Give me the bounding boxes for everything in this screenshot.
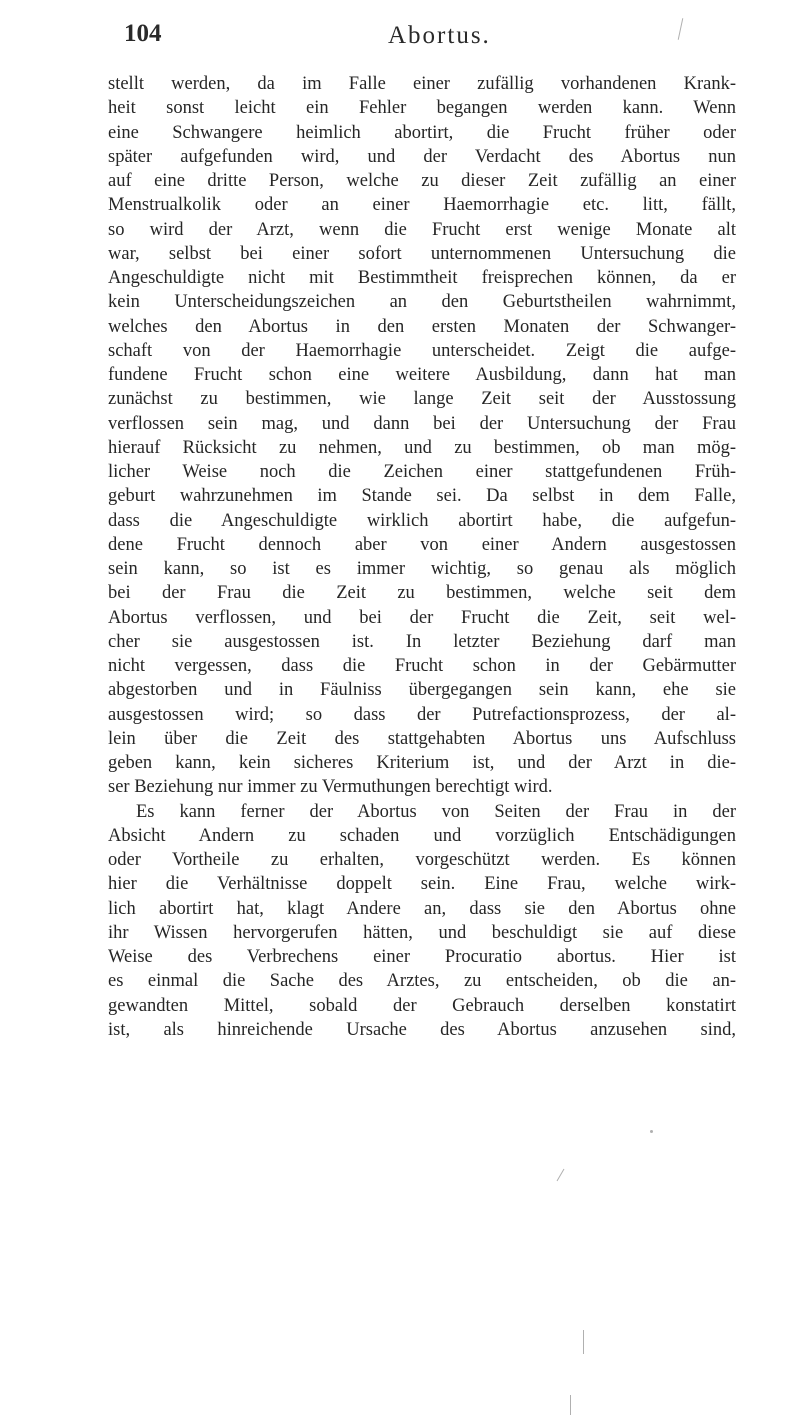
- text-line: licher Weise noch die Zeichen einer stattgefundenen Früh-: [108, 462, 736, 482]
- text-line: kein Unterscheidungszeichen an den Geburtstheilen wahrnimmt,: [108, 292, 736, 313]
- text-line: verflossen sein mag, und dann bei der Untersuchung der Frau: [108, 413, 736, 434]
- text-line: geben kann, kein sicheres Kriterium ist, und der Arzt in die-: [108, 753, 736, 773]
- text-line: oder Vortheile zu erhalten, vorgeschützt werden. Es können: [108, 850, 736, 870]
- text-line: nicht vergessen, dass die Frucht schon in der Gebärmutter: [108, 656, 736, 676]
- page-number: 104: [124, 20, 162, 47]
- text-line: auf eine dritte Person, welche zu dieser Zeit zufällig an einer: [108, 171, 736, 191]
- text-line: abgestorben und in Fäulniss übergegangen sein kann, ehe sie: [108, 680, 736, 701]
- text-line: Menstrualkolik oder an einer Haemorrhagie etc. litt, fällt,: [108, 195, 736, 216]
- text-line: fundene Frucht schon eine weitere Ausbildung, dann hat man: [108, 365, 736, 385]
- paper-mark: [570, 1395, 571, 1415]
- body-text: [108, 72, 736, 1042]
- text-line: zunächst zu bestimmen, wie lange Zeit seit der Ausstossung: [108, 389, 736, 410]
- text-line: stellt werden, da im Falle einer zufällig vorhandenen Krank-: [108, 74, 736, 94]
- text-line: Weise des Verbrechens einer Procuratio abortus. Hier ist: [108, 947, 736, 967]
- paper-mark: [557, 1169, 565, 1182]
- text-line: geburt wahrzunehmen im Stande sei. Da selbst in dem Falle,: [108, 486, 736, 507]
- text-line: gewandten Mittel, sobald der Gebrauch derselben konstatirt: [108, 995, 736, 1016]
- text-line: so wird der Arzt, wenn die Frucht erst wenige Monate alt: [108, 219, 736, 240]
- text-line: hierauf Rücksicht zu nehmen, und zu bestimmen, ob man mög-: [108, 437, 736, 458]
- text-line: Abortus verflossen, und bei der Frucht die Zeit, seit wel-: [108, 607, 736, 628]
- paper-mark: [678, 18, 684, 40]
- text-line: Es kann ferner der Abortus von Seiten der Frau in der: [136, 801, 736, 822]
- text-line: Absicht Andern zu schaden und vorzüglich Entschädigungen: [108, 825, 736, 846]
- text-line: ihr Wissen hervorgerufen hätten, und beschuldigt sie auf diese: [108, 922, 736, 943]
- text-line: sein kann, so ist es immer wichtig, so genau als möglich: [108, 559, 736, 579]
- text-line: Angeschuldigte nicht mit Bestimmtheit freisprechen können, da er: [108, 268, 736, 288]
- text-line: ausgestossen wird; so dass der Putrefactionsprozess, der al-: [108, 704, 736, 725]
- text-line: war, selbst bei einer sofort unternommenen Untersuchung die: [108, 243, 736, 264]
- text-line: eine Schwangere heimlich abortirt, die Frucht früher oder: [108, 122, 736, 143]
- text-line: heit sonst leicht ein Fehler begangen werden kann. Wenn: [108, 98, 736, 119]
- text-line: bei der Frau die Zeit zu bestimmen, welche seit dem: [108, 583, 736, 604]
- text-line: später aufgefunden wird, und der Verdacht des Abortus nun: [108, 146, 736, 167]
- text-line: lich abortirt hat, klagt Andere an, dass sie den Abortus ohne: [108, 898, 736, 919]
- text-line: cher sie ausgestossen ist. In letzter Beziehung darf man: [108, 631, 736, 652]
- text-line: welches den Abortus in den ersten Monaten der Schwanger-: [108, 316, 736, 337]
- text-line: hier die Verhältnisse doppelt sein. Eine Frau, welche wirk-: [108, 874, 736, 895]
- text-line: dene Frucht dennoch aber von einer Andern ausgestossen: [108, 534, 736, 555]
- paper-mark: [583, 1330, 584, 1354]
- text-line: ser Beziehung nur immer zu Vermuthungen berechtigt wird.: [108, 777, 553, 798]
- text-line: dass die Angeschuldigte wirklich abortirt habe, die aufgefun-: [108, 510, 736, 531]
- running-title: Abortus.: [388, 22, 491, 49]
- text-line: ist, als hinreichende Ursache des Abortus anzusehen sind,: [108, 1019, 736, 1040]
- text-line: es einmal die Sache des Arztes, zu entscheiden, ob die an-: [108, 971, 736, 992]
- paper-mark: [650, 1130, 653, 1133]
- text-line: schaft von der Haemorrhagie unterscheidet. Zeigt die aufge-: [108, 340, 736, 361]
- text-line: lein über die Zeit des stattgehabten Abortus uns Aufschluss: [108, 728, 736, 749]
